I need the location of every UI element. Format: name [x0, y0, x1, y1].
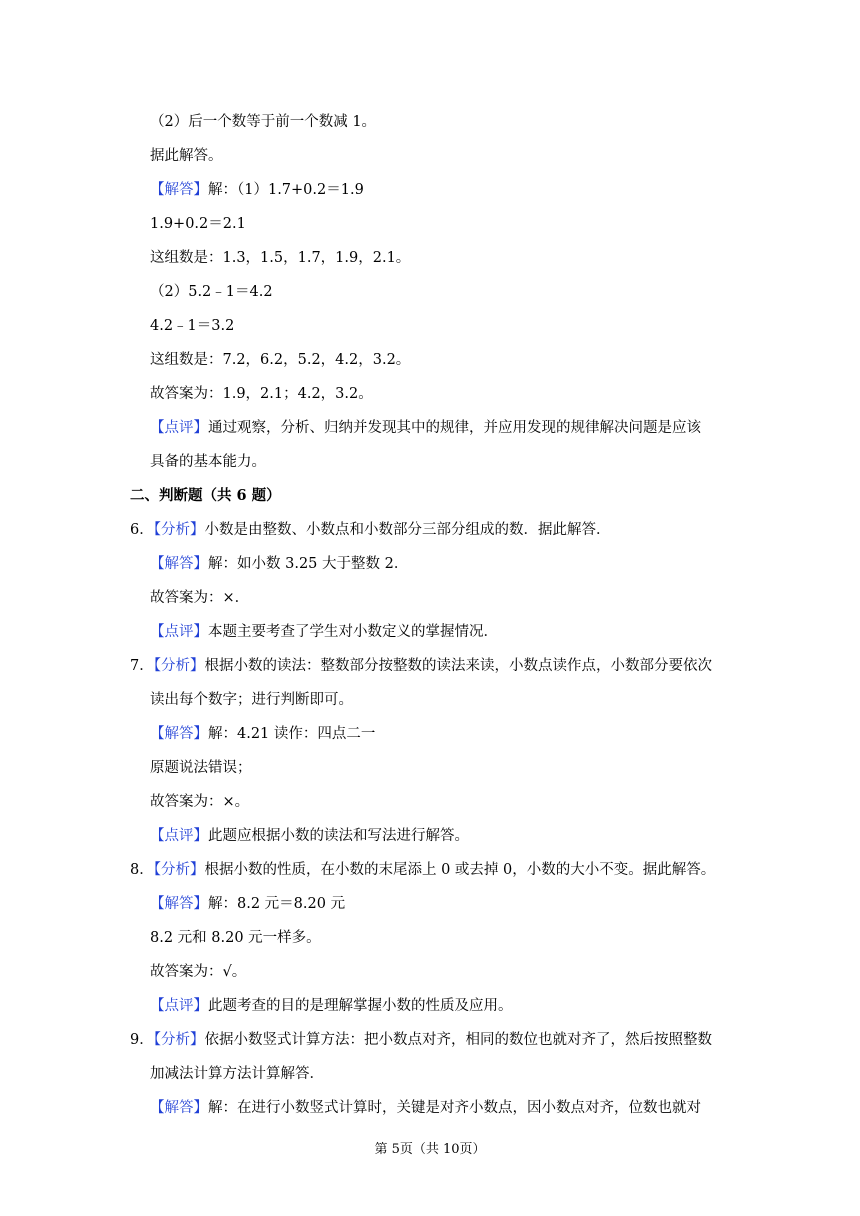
- comment-tag: 【点评】: [150, 420, 208, 436]
- text-line: （2）5.2﹣1＝4.2: [150, 284, 273, 300]
- text-line: 读出每个数字；进行判断即可。: [150, 692, 353, 708]
- comment-tag: 【点评】: [150, 624, 208, 640]
- text-line: 这组数是：1.3，1.5，1.7，1.9，2.1。: [150, 250, 411, 266]
- answer-tag: 【解答】: [150, 556, 208, 572]
- question-number: 9．: [130, 1032, 154, 1048]
- question-number: 7．: [130, 658, 154, 674]
- comment-tag: 【点评】: [150, 828, 208, 844]
- answer-line: 【解答】解：在进行小数竖式计算时，关键是对齐小数点，因小数点对齐，位数也就对: [150, 1100, 701, 1116]
- answer-line: 【解答】解：4.21 读作：四点二一: [150, 726, 376, 742]
- question-9-analysis: 9．【分析】依据小数竖式计算方法：把小数点对齐，相同的数位也就对齐了，然后按照整数: [130, 1032, 712, 1048]
- text-line: 故答案为：×．: [150, 590, 250, 606]
- text-line: 4.2﹣1＝3.2: [150, 318, 235, 334]
- text-line: 1.9+0.2＝2.1: [150, 216, 246, 232]
- comment-line: 【点评】本题主要考查了学生对小数定义的掌握情况．: [150, 624, 498, 640]
- question-number: 8．: [130, 862, 154, 878]
- text-line: 原题说法错误；: [150, 760, 252, 776]
- answer-tag: 【解答】: [150, 896, 208, 912]
- comment-line: 【点评】通过观察，分析、归纳并发现其中的规律，并应用发现的规律解决问题是应该: [150, 420, 701, 436]
- question-7-analysis: 7．【分析】根据小数的读法：整数部分按整数的读法来读，小数点读作点，小数部分要依次: [130, 658, 712, 674]
- text-line: 加减法计算方法计算解答．: [150, 1066, 324, 1082]
- question-8-analysis: 8．【分析】根据小数的性质，在小数的末尾添上 0 或去掉 0，小数的大小不变。据此解答。: [130, 862, 716, 878]
- analysis-tag: 【分析】: [153, 522, 205, 538]
- comment-line: 【点评】此题考查的目的是理解掌握小数的性质及应用。: [150, 998, 513, 1014]
- answer-tag: 【解答】: [150, 726, 208, 742]
- text-line: 8.2 元和 8.20 元一样多。: [150, 930, 321, 946]
- text-line: 具备的基本能力。: [150, 454, 266, 470]
- section-heading: 二、判断题（共 6 题）: [130, 487, 281, 504]
- text-line: 故答案为：√。: [150, 964, 247, 980]
- answer-line: 【解答】解：8.2 元＝8.20 元: [150, 896, 346, 912]
- answer-line: 【解答】解：（1）1.7+0.2＝1.9: [150, 182, 364, 198]
- text-line: 故答案为：1.9，2.1；4.2，3.2。: [150, 386, 373, 402]
- text-line: 据此解答。: [150, 148, 223, 164]
- answer-line: 【解答】解：如小数 3.25 大于整数 2．: [150, 556, 409, 572]
- analysis-tag: 【分析】: [153, 862, 205, 878]
- text-line: 这组数是：7.2，6.2，5.2，4.2，3.2。: [150, 352, 411, 368]
- page-footer: 第 5页（共 10页）: [374, 1142, 486, 1157]
- comment-tag: 【点评】: [150, 998, 208, 1014]
- analysis-tag: 【分析】: [153, 1032, 205, 1048]
- analysis-tag: 【分析】: [153, 658, 205, 674]
- text-line: 故答案为：×。: [150, 794, 250, 810]
- question-number: 6．: [130, 522, 154, 538]
- comment-line: 【点评】此题应根据小数的读法和写法进行解答。: [150, 828, 469, 844]
- answer-tag: 【解答】: [150, 1100, 208, 1116]
- question-6-analysis: 6．【分析】小数是由整数、小数点和小数部分三部分组成的数．据此解答．: [130, 522, 611, 538]
- text-line: （2）后一个数等于前一个数减 1。: [150, 114, 377, 130]
- answer-tag: 【解答】: [150, 182, 208, 198]
